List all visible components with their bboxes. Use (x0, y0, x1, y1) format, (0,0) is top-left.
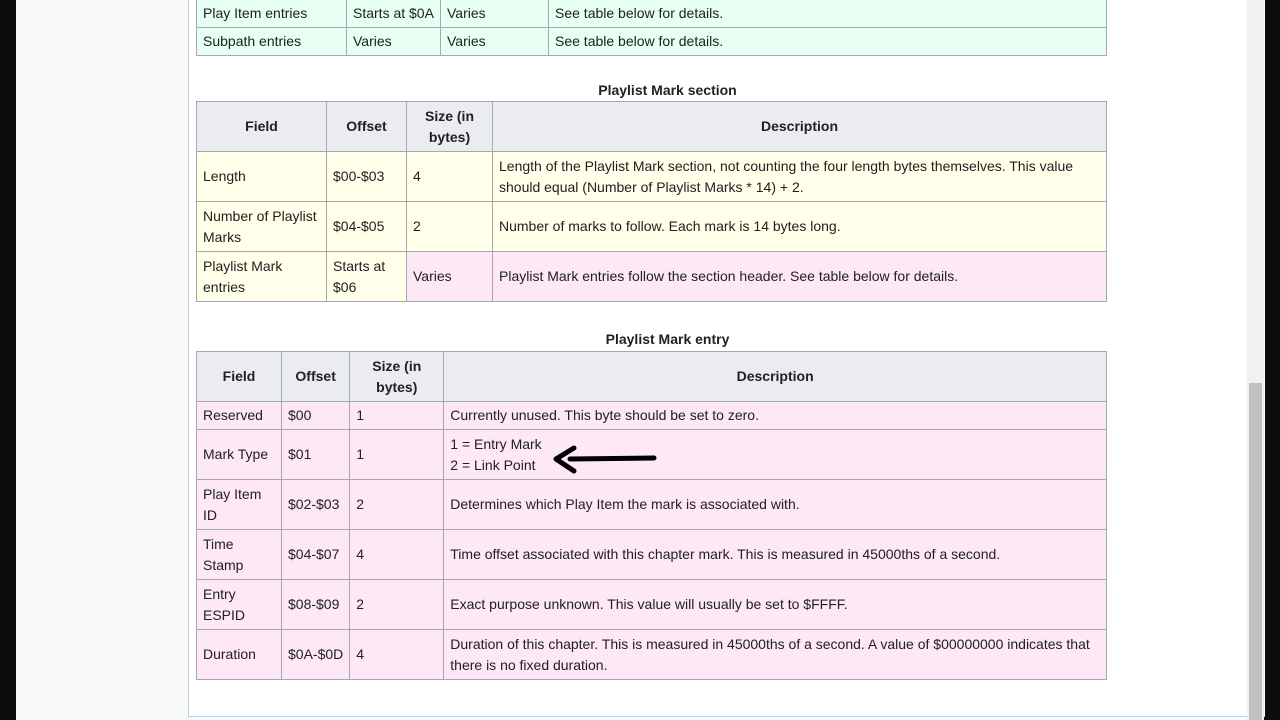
table-cell: $01 (282, 430, 350, 480)
table-cell: Starts at $06 (327, 252, 407, 302)
table-cell: Time Stamp (197, 530, 282, 580)
table-cell: See table below for details. (549, 28, 1107, 56)
table-cell: $04-$07 (282, 530, 350, 580)
table-row (197, 530, 1107, 580)
table-row (197, 28, 1107, 56)
table-header-row (197, 102, 1107, 152)
table-cell: 4 (350, 530, 444, 580)
table-row (197, 402, 1107, 430)
table-cell: Mark Type (197, 430, 282, 480)
mark-type-line: 1 = Entry Mark (450, 435, 542, 452)
table-cell: $04-$05 (327, 202, 407, 252)
table-row (197, 480, 1107, 530)
column-header: Description (493, 102, 1107, 152)
table-cell: Playlist Mark entries (197, 252, 327, 302)
table-cell: 2 (350, 580, 444, 630)
table-cell: Duration of this chapter. This is measured in 45000ths of a second. A value of $00000000 indicates that there is no fixed duration. (444, 630, 1107, 680)
table-row (197, 252, 1107, 302)
table-cell: 2 (407, 202, 493, 252)
column-header: Field (197, 102, 327, 152)
left-arrow-icon (550, 444, 660, 478)
table-cell: Number of marks to follow. Each mark is 14 bytes long. (493, 202, 1107, 252)
table-cell: Starts at $0A (347, 0, 441, 28)
playlist-mark-section-table (196, 101, 1107, 302)
table-row (197, 202, 1107, 252)
table-cell: Play Item ID (197, 480, 282, 530)
table-cell: 1 (350, 402, 444, 430)
table-cell: Subpath entries (197, 28, 347, 56)
table-cell: $00-$03 (327, 152, 407, 202)
table-cell: Reserved (197, 402, 282, 430)
table-cell: Length (197, 152, 327, 202)
mark-type-line: 2 = Link Point (450, 456, 536, 473)
table-cell: Entry ESPID (197, 580, 282, 630)
playlist-mark-entry-table (196, 351, 1107, 680)
column-header: Offset (282, 352, 350, 402)
table-cell: 1 (350, 430, 444, 480)
scrollbar-thumb[interactable] (1249, 383, 1262, 720)
table-cell: Duration (197, 630, 282, 680)
table-cell: Varies (407, 252, 493, 302)
table-cell: Varies (441, 28, 549, 56)
table-cell: Currently unused. This byte should be set to zero. (444, 402, 1107, 430)
column-header: Size (in bytes) (407, 102, 493, 152)
column-header: Offset (327, 102, 407, 152)
table-row (197, 580, 1107, 630)
vertical-scrollbar[interactable] (1247, 0, 1264, 720)
column-header: Size (in bytes) (350, 352, 444, 402)
table-cell: $00 (282, 402, 350, 430)
table-cell: Number of Playlist Marks (197, 202, 327, 252)
table-cell: See table below for details. (549, 0, 1107, 28)
table-cell: Varies (347, 28, 441, 56)
column-header: Field (197, 352, 282, 402)
table-cell: $02-$03 (282, 480, 350, 530)
column-header: Description (444, 352, 1107, 402)
table-cell: 4 (350, 630, 444, 680)
table-cell: Playlist Mark entries follow the section header. See table below for details. (493, 252, 1107, 302)
table-cell: Determines which Play Item the mark is associated with. (444, 480, 1107, 530)
table-cell: Time offset associated with this chapter mark. This is measured in 45000ths of a second. (444, 530, 1107, 580)
table-cell: 4 (407, 152, 493, 202)
table-cell: $08-$09 (282, 580, 350, 630)
table-caption: Playlist Mark section (598, 82, 737, 98)
table-cell: Varies (441, 0, 549, 28)
table-caption: Playlist Mark entry (605, 331, 730, 347)
table-cell: Play Item entries (197, 0, 347, 28)
table-row (197, 0, 1107, 28)
table-row (197, 152, 1107, 202)
table-cell: 2 (350, 480, 444, 530)
table-cell: Exact purpose unknown. This value will usually be set to $FFFF. (444, 580, 1107, 630)
table-cell: $0A-$0D (282, 630, 350, 680)
table-header-row (197, 352, 1107, 402)
playlist-header-table (196, 0, 1107, 56)
table-row (197, 630, 1107, 680)
table-cell: Length of the Playlist Mark section, not counting the four length bytes themselves. This value should equal (Number of Playlist Marks * 14) + 2. (493, 152, 1107, 202)
mark-type-description (444, 430, 1107, 480)
